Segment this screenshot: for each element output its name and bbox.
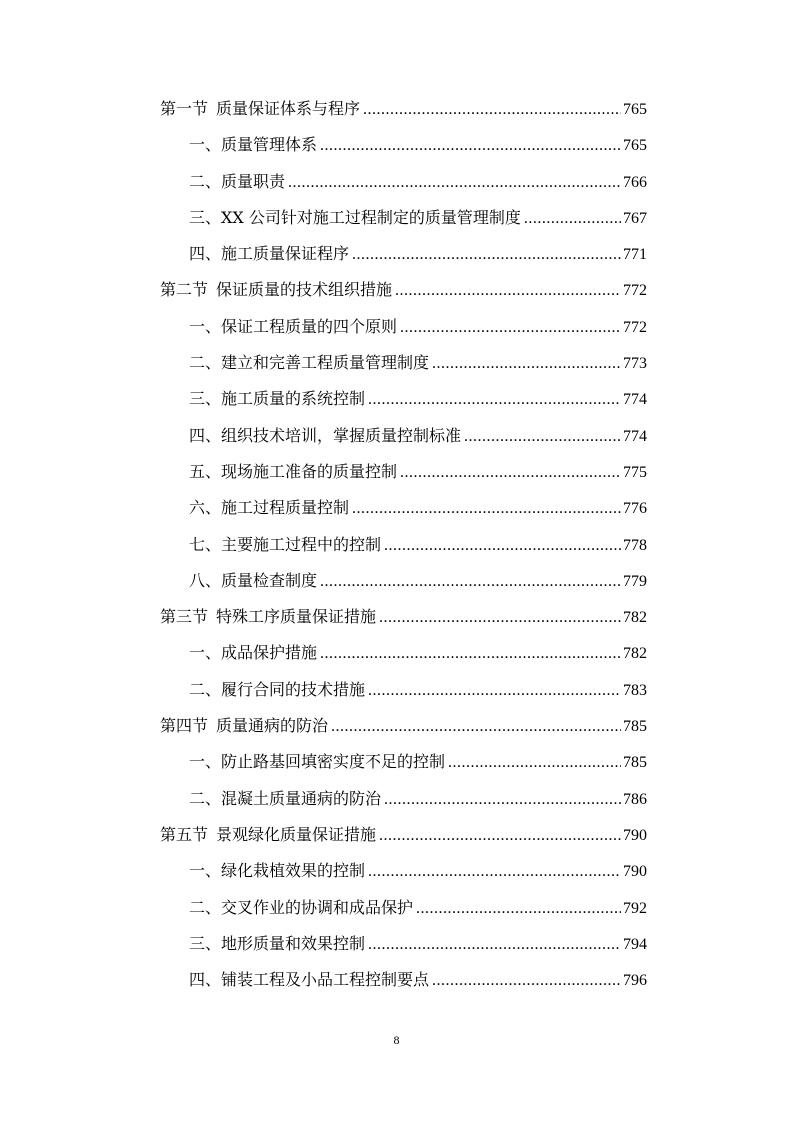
toc-dot-leader <box>352 491 621 527</box>
toc-page-number: 783 <box>623 681 647 699</box>
toc-dot-leader <box>448 745 621 781</box>
toc-entry-text: 一、保证工程质量的四个原则 <box>189 316 398 336</box>
toc-page-number: 766 <box>623 173 647 191</box>
toc-entry-text: 三、XX 公司针对施工过程制定的质量管理制度 <box>189 207 521 227</box>
toc-entry-text: 四、铺装工程及小品工程控制要点 <box>189 970 430 990</box>
toc-entry-text: 特殊工序质量保证措施 <box>216 607 377 627</box>
toc-entry-title <box>160 599 376 635</box>
toc-entry-text: 五、现场施工准备的质量控制 <box>189 461 398 481</box>
toc-entry-text: 一、绿化栽植效果的控制 <box>189 861 366 881</box>
toc-dot-leader <box>416 891 621 927</box>
toc-dot-leader <box>368 673 621 709</box>
toc-entry-title <box>160 91 360 127</box>
toc-subsection-entry[interactable] <box>160 345 647 381</box>
toc-page-number: 794 <box>623 935 647 953</box>
toc-page-number: 765 <box>623 101 647 118</box>
toc-entry-text: 四、组织技术培训，掌握质量控制标准 <box>189 425 462 445</box>
toc-entry-title <box>189 236 349 272</box>
toc-entry-text: 一、成品保护措施 <box>189 643 318 663</box>
toc-subsection-entry[interactable] <box>160 890 647 926</box>
toc-entry-title <box>189 345 429 381</box>
toc-entry-text: 二、混凝土质量通病的防治 <box>189 788 382 808</box>
toc-subsection-entry[interactable] <box>160 563 647 599</box>
toc-entry-title <box>189 853 365 889</box>
toc-entry-title <box>189 744 445 780</box>
toc-entry-title <box>189 454 397 490</box>
toc-page-number: 767 <box>623 209 647 227</box>
toc-dot-leader <box>432 963 621 999</box>
toc-subsection-entry[interactable] <box>160 309 647 345</box>
toc-entry-text: 二、建立和完善工程质量管理制度 <box>189 353 430 373</box>
toc-section-number: 第五节 <box>160 824 209 844</box>
toc-entry-title <box>189 635 317 671</box>
toc-dot-leader <box>400 310 621 346</box>
toc-page-number: 785 <box>623 754 647 772</box>
toc-entry-text: 保证质量的技术组织措施 <box>216 280 393 300</box>
toc-entry-text: 质量通病的防治 <box>216 716 329 736</box>
toc-subsection-entry[interactable] <box>160 672 647 708</box>
toc-entry-text: 八、质量检查制度 <box>189 570 318 590</box>
toc-dot-leader <box>379 818 621 854</box>
toc-dot-leader <box>320 128 621 164</box>
toc-dot-leader <box>320 564 621 600</box>
toc-page-number: 792 <box>623 899 647 917</box>
toc-page-number: 782 <box>623 645 647 663</box>
toc-section-number: 第四节 <box>160 716 209 736</box>
toc-page-number: 796 <box>623 972 647 990</box>
toc-dot-leader <box>288 165 621 201</box>
toc-section-entry[interactable] <box>160 91 647 127</box>
toc-page-number: 778 <box>623 536 647 554</box>
toc-entry-title <box>189 781 381 817</box>
toc-entry-title <box>189 926 365 962</box>
toc-page-number: 790 <box>623 863 647 881</box>
toc-page-number: 774 <box>623 391 647 409</box>
toc-entry-text: 三、施工质量的系统控制 <box>189 389 366 409</box>
toc-subsection-entry[interactable] <box>160 853 647 889</box>
toc-subsection-entry[interactable] <box>160 200 647 236</box>
toc-page-number: 765 <box>623 137 647 155</box>
toc-entry-title <box>189 164 285 200</box>
toc-dot-leader <box>384 782 621 818</box>
toc-entry-title <box>189 127 317 163</box>
toc-entry-title <box>189 563 317 599</box>
toc-dot-leader <box>379 600 621 636</box>
toc-entry-title <box>189 309 397 345</box>
toc-section-entry[interactable] <box>160 272 647 308</box>
toc-entry-text: 二、交叉作业的协调和成品保护 <box>189 897 414 917</box>
toc-section-entry[interactable] <box>160 708 647 744</box>
toc-dot-leader <box>363 92 621 128</box>
toc-subsection-entry[interactable] <box>160 164 647 200</box>
toc-page-number: 785 <box>623 718 647 736</box>
toc-subsection-entry[interactable] <box>160 454 647 490</box>
toc-dot-leader <box>368 927 621 963</box>
toc-page-number: 782 <box>623 609 647 627</box>
toc-entry-text: 六、施工过程质量控制 <box>189 498 350 518</box>
toc-dot-leader <box>320 636 621 672</box>
toc-dot-leader <box>395 273 621 309</box>
toc-section-number: 第一节 <box>160 99 209 118</box>
toc-page-number: 773 <box>623 355 647 373</box>
toc-entry-text: 一、防止路基回填密实度不足的控制 <box>189 752 446 772</box>
toc-subsection-entry[interactable] <box>160 744 647 780</box>
toc-entry-title <box>189 962 429 998</box>
toc-entry-title <box>160 708 328 744</box>
toc-subsection-entry[interactable] <box>160 635 647 671</box>
toc-page-number: 786 <box>623 790 647 808</box>
toc-dot-leader <box>400 455 621 491</box>
toc-subsection-entry[interactable] <box>160 490 647 526</box>
toc-page-number: 771 <box>623 246 647 264</box>
toc-subsection-entry[interactable] <box>160 527 647 563</box>
toc-entry-title <box>189 200 521 236</box>
toc-entry-text: 四、施工质量保证程序 <box>189 244 350 264</box>
toc-entry-title <box>189 672 365 708</box>
toc-entry-text: 三、地形质量和效果控制 <box>189 933 366 953</box>
toc-page-number: 774 <box>623 427 647 445</box>
toc-subsection-entry[interactable] <box>160 926 647 962</box>
toc-dot-leader <box>352 237 621 273</box>
toc-subsection-entry[interactable] <box>160 236 647 272</box>
toc-page-number: 790 <box>623 826 647 844</box>
toc-dot-leader <box>331 709 621 745</box>
toc-section-number: 第二节 <box>160 280 209 300</box>
page-number: 8 <box>393 1033 400 1047</box>
toc-page-number: 772 <box>623 318 647 336</box>
toc-dot-leader <box>384 528 621 564</box>
toc-entry-title <box>189 890 413 926</box>
toc-entry-text: 二、履行合同的技术措施 <box>189 679 366 699</box>
toc-entry-text: 一、质量管理体系 <box>189 135 318 155</box>
table-of-contents <box>160 91 647 998</box>
toc-page-number: 779 <box>623 572 647 590</box>
toc-entry-text: 二、质量职责 <box>189 171 286 191</box>
toc-section-number: 第三节 <box>160 607 209 627</box>
toc-page-number: 775 <box>623 463 647 481</box>
toc-entry-title <box>189 381 365 417</box>
toc-entry-title <box>189 418 461 454</box>
toc-entry-text: 质量保证体系与程序 <box>216 99 361 118</box>
toc-entry-text: 景观绿化质量保证措施 <box>216 824 377 844</box>
toc-dot-leader <box>432 346 621 382</box>
toc-page-number: 776 <box>623 500 647 518</box>
toc-entry-title <box>189 527 381 563</box>
toc-section-entry[interactable] <box>160 599 647 635</box>
toc-entry-title <box>160 817 376 853</box>
toc-entry-title <box>189 490 349 526</box>
toc-page-number: 772 <box>623 282 647 300</box>
toc-dot-leader <box>368 854 621 890</box>
toc-section-entry[interactable] <box>160 817 647 853</box>
toc-dot-leader <box>464 419 621 455</box>
toc-subsection-entry[interactable] <box>160 418 647 454</box>
toc-subsection-entry[interactable] <box>160 962 647 998</box>
toc-dot-leader <box>368 382 621 418</box>
toc-subsection-entry[interactable] <box>160 781 647 817</box>
toc-dot-leader <box>524 201 621 237</box>
toc-entry-title <box>160 272 392 308</box>
toc-subsection-entry[interactable] <box>160 127 647 163</box>
toc-subsection-entry[interactable] <box>160 381 647 417</box>
toc-entry-text: 七、主要施工过程中的控制 <box>189 534 382 554</box>
